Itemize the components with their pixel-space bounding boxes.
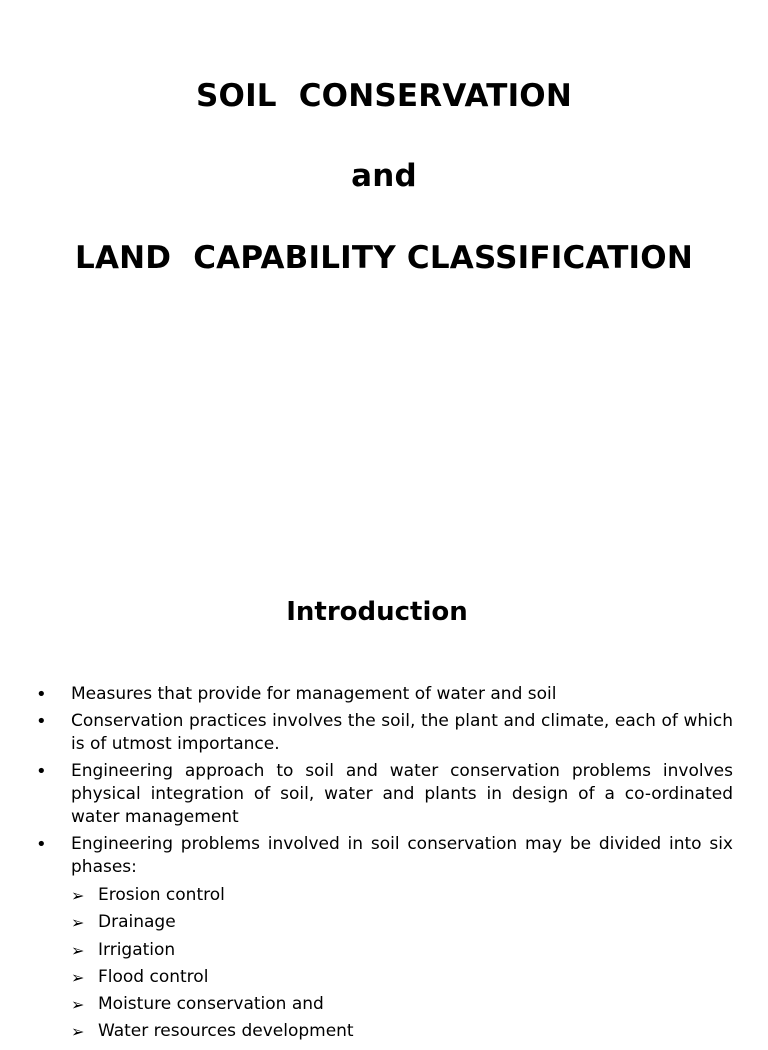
- phase-text: Moisture conservation and: [98, 994, 324, 1015]
- phase-item: [71, 991, 733, 1018]
- title-line-3: LAND CAPABILITY CLASSIFICATION: [75, 240, 693, 276]
- list-item: [0, 760, 768, 829]
- phase-text: Drainage: [98, 912, 176, 933]
- bullet-icon: •: [36, 711, 47, 732]
- phase-item: [71, 909, 733, 936]
- bullet-icon: •: [36, 834, 47, 855]
- arrow-bullet-icon: ➢: [71, 913, 85, 933]
- list-item: [0, 833, 768, 1046]
- phase-item: [71, 882, 733, 909]
- arrow-bullet-icon: ➢: [71, 886, 85, 905]
- phase-item: [71, 964, 733, 991]
- arrow-bullet-icon: ➢: [71, 967, 85, 987]
- arrow-bullet-icon: ➢: [71, 1022, 85, 1042]
- bullet-text: Measures that provide for management of water and soil: [71, 684, 557, 704]
- section-heading: Introduction: [286, 597, 468, 627]
- arrow-bullet-icon: ➢: [71, 940, 85, 960]
- phase-text: Water resources development: [98, 1021, 354, 1042]
- bullet-text: Engineering approach to soil and water conservation problems involves physical integration of soil, water and plants in design of a co-ordinated water management: [71, 761, 733, 827]
- phase-text: Irrigation: [98, 939, 176, 960]
- bullet-text: Conservation practices involves the soil, the plant and climate, each of which is of utmost importance.: [71, 711, 733, 754]
- title-line-2: and: [351, 158, 417, 194]
- phase-item: [71, 1018, 733, 1045]
- phase-text: Erosion control: [98, 885, 225, 905]
- list-item: [0, 710, 768, 756]
- title-line-1: SOIL CONSERVATION: [195, 78, 573, 114]
- phase-item: [71, 937, 733, 964]
- phase-list: [71, 882, 733, 1046]
- bullet-text: Engineering problems involved in soil conservation may be divided into six phases:: [71, 834, 733, 877]
- bullet-icon: •: [36, 684, 47, 705]
- list-item: [0, 683, 768, 706]
- bullet-list: [0, 683, 768, 1050]
- bullet-icon: •: [36, 761, 47, 782]
- phase-text: Flood control: [98, 966, 209, 987]
- arrow-bullet-icon: ➢: [71, 995, 85, 1015]
